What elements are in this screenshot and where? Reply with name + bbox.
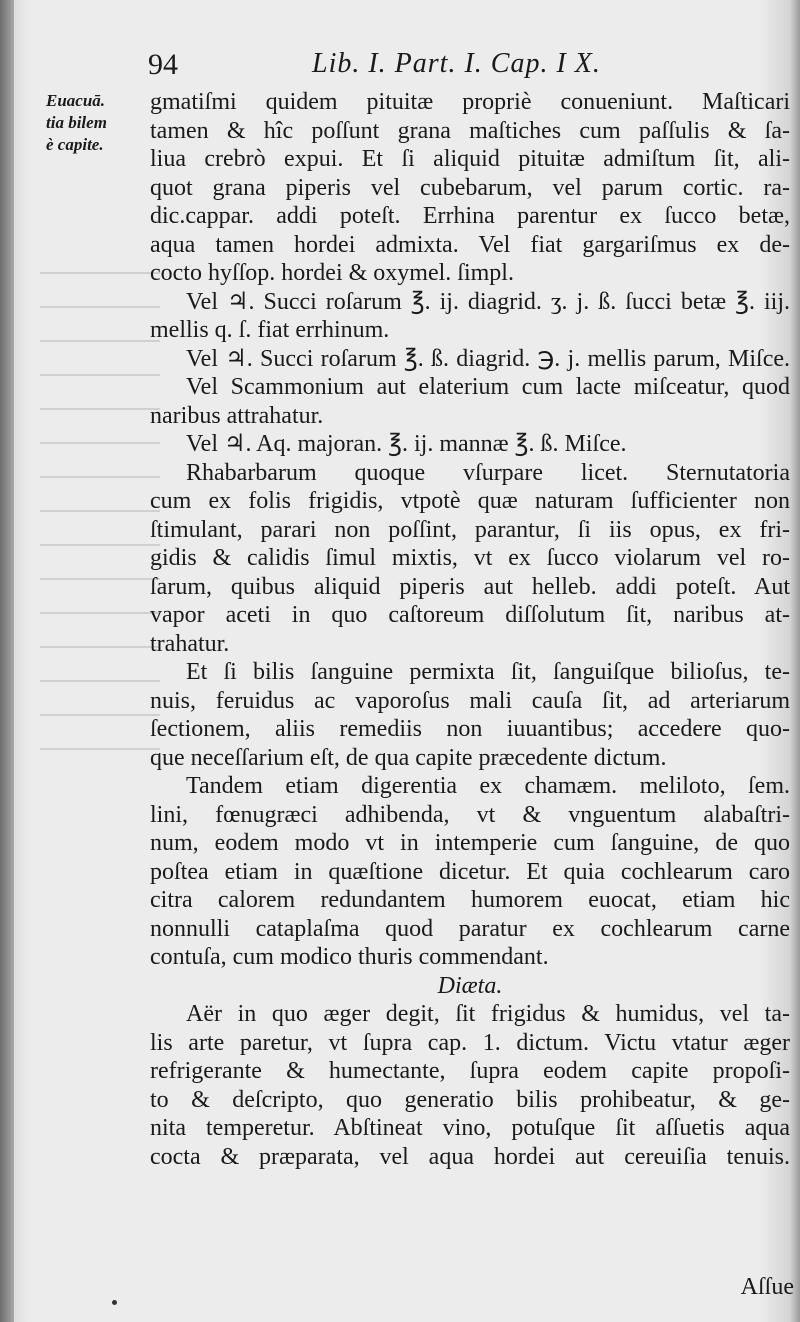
show-through-texture xyxy=(40,250,160,750)
paragraph-start-line: Tandem etiam digerentia ex chamæm. meliloto, ſem. xyxy=(186,773,790,799)
text-line: contuſa, cum modico thuris commendant. xyxy=(150,944,549,970)
text-line: ſectionem, aliis remediis non iuuantibus; accedere quo- xyxy=(150,716,790,742)
catchword: Aſſue xyxy=(740,1274,794,1300)
text-line: gidis & calidis ſimul mixtis, vt ex ſucco violarum vel ro- xyxy=(150,545,790,571)
margin-note-line: tia bilem xyxy=(46,113,107,132)
text-line: cocta & præparata, vel aqua hordei aut cereuiſia tenuis. xyxy=(150,1143,790,1170)
text-line: nita temperetur. Abſtineat vino, potuſque ſit aſſuetis aqua xyxy=(150,1115,790,1141)
running-head xyxy=(148,48,788,88)
recipe-line: Vel ♃. Succi roſarum ℥. ij. diagrid. ʒ. j. ß. ſucci betæ ℥. iij. xyxy=(186,288,790,315)
text-line: liua crebrò expui. Et ſi aliquid pituitæ admiſtum ſit, ali- xyxy=(150,146,790,172)
text-line: poſtea etiam in quæſtione dicetur. Et quia cochlearum caro xyxy=(150,858,790,885)
text-line: refrigerante & humectante, ſupra eodem capite propoſi- xyxy=(150,1058,790,1084)
paragraph-start-line: Aër in quo æger degit, ſit frigidus & humidus, vel ta- xyxy=(186,1001,790,1027)
text-line: ſtimulant, parari non poſſint, parantur, ſi iis opus, ex fri- xyxy=(150,516,790,543)
text-line: gmatiſmi quidem pituitæ propriè conueniunt. Maſticari xyxy=(150,89,790,115)
text-line: lis arte paretur, vt ſupra cap. 1. dictum. Victu vtatur æger xyxy=(150,1029,790,1056)
ink-speck xyxy=(112,1300,117,1305)
text-line: trahatur. xyxy=(150,630,230,657)
margin-note xyxy=(46,90,146,156)
text-line: num, eodem modo vt in intemperie cum ſanguine, de quo xyxy=(150,830,790,856)
section-heading: Diæta. xyxy=(437,972,503,999)
running-title: Lib. I. Part. I. Cap. I X. xyxy=(312,48,601,79)
recipe-line: Vel ♃. Aq. majoran. ℥. ij. mannæ ℥. ß. Miſce. xyxy=(186,431,627,457)
text-line: ſarum, quibus aliquid piperis aut helleb. addi poteſt. Aut xyxy=(150,573,790,600)
text-line: mellis q. ſ. fiat errhinum. xyxy=(150,317,390,343)
page-binding-shadow xyxy=(0,0,14,1322)
text-line: cocto hyſſop. hordei & oxymel. ſimpl. xyxy=(150,260,514,286)
text-line: nonnulli cataplaſma quod paratur ex cochlearum carne xyxy=(150,915,790,942)
margin-note-line: è capite. xyxy=(46,135,104,154)
text-line: dic.cappar. addi poteſt. Errhina parentur ex ſucco betæ, xyxy=(150,203,790,229)
paragraph-start-line: Rhabarbarum quoque vſurpare licet. Sternutatoria xyxy=(186,459,790,486)
body-text xyxy=(150,88,790,1171)
text-line: citra calorem redundantem humorem euocat, etiam hic xyxy=(150,887,790,913)
text-line: cum ex folis frigidis, vtpotè quæ naturam ſufficienter non xyxy=(150,488,790,514)
text-line: que neceſſarium eſt, de qua capite præcedente dictum. xyxy=(150,744,667,771)
text-line: vapor aceti in quo caſtoreum diſſolutum ſit, naribus at- xyxy=(150,602,790,628)
text-line: naribus attrahatur. xyxy=(150,402,324,429)
recipe-line: Vel Scammonium aut elaterium cum lacte miſceatur, quod xyxy=(186,374,790,400)
recipe-line: Vel ♃. Succi roſarum ℥. ß. diagrid. ℈. j. mellis parum, Miſce. xyxy=(186,345,790,372)
paragraph-start-line: Et ſi bilis ſanguine permixta ſit, ſanguiſque bilioſus, te- xyxy=(186,659,790,685)
text-line: lini, fœnugræci adhibenda, vt & vnguentum alabaſtri- xyxy=(150,801,790,828)
text-line: aqua tamen hordei admixta. Vel fiat gargariſmus ex de- xyxy=(150,231,790,258)
page-number: 94 xyxy=(148,48,178,81)
text-line: tamen & hîc poſſunt grana maſtiches cum paſſulis & ſa- xyxy=(150,117,790,144)
text-line: nuis, feruidus ac vaporoſus mali cauſa ſit, ad arteriarum xyxy=(150,687,790,714)
text-line: to & deſcripto, quo generatio bilis prohibeatur, & ge- xyxy=(150,1086,790,1113)
text-line: quot grana piperis vel cubebarum, vel parum cortic. ra- xyxy=(150,174,790,201)
margin-note-line: Euacuā. xyxy=(46,91,106,110)
